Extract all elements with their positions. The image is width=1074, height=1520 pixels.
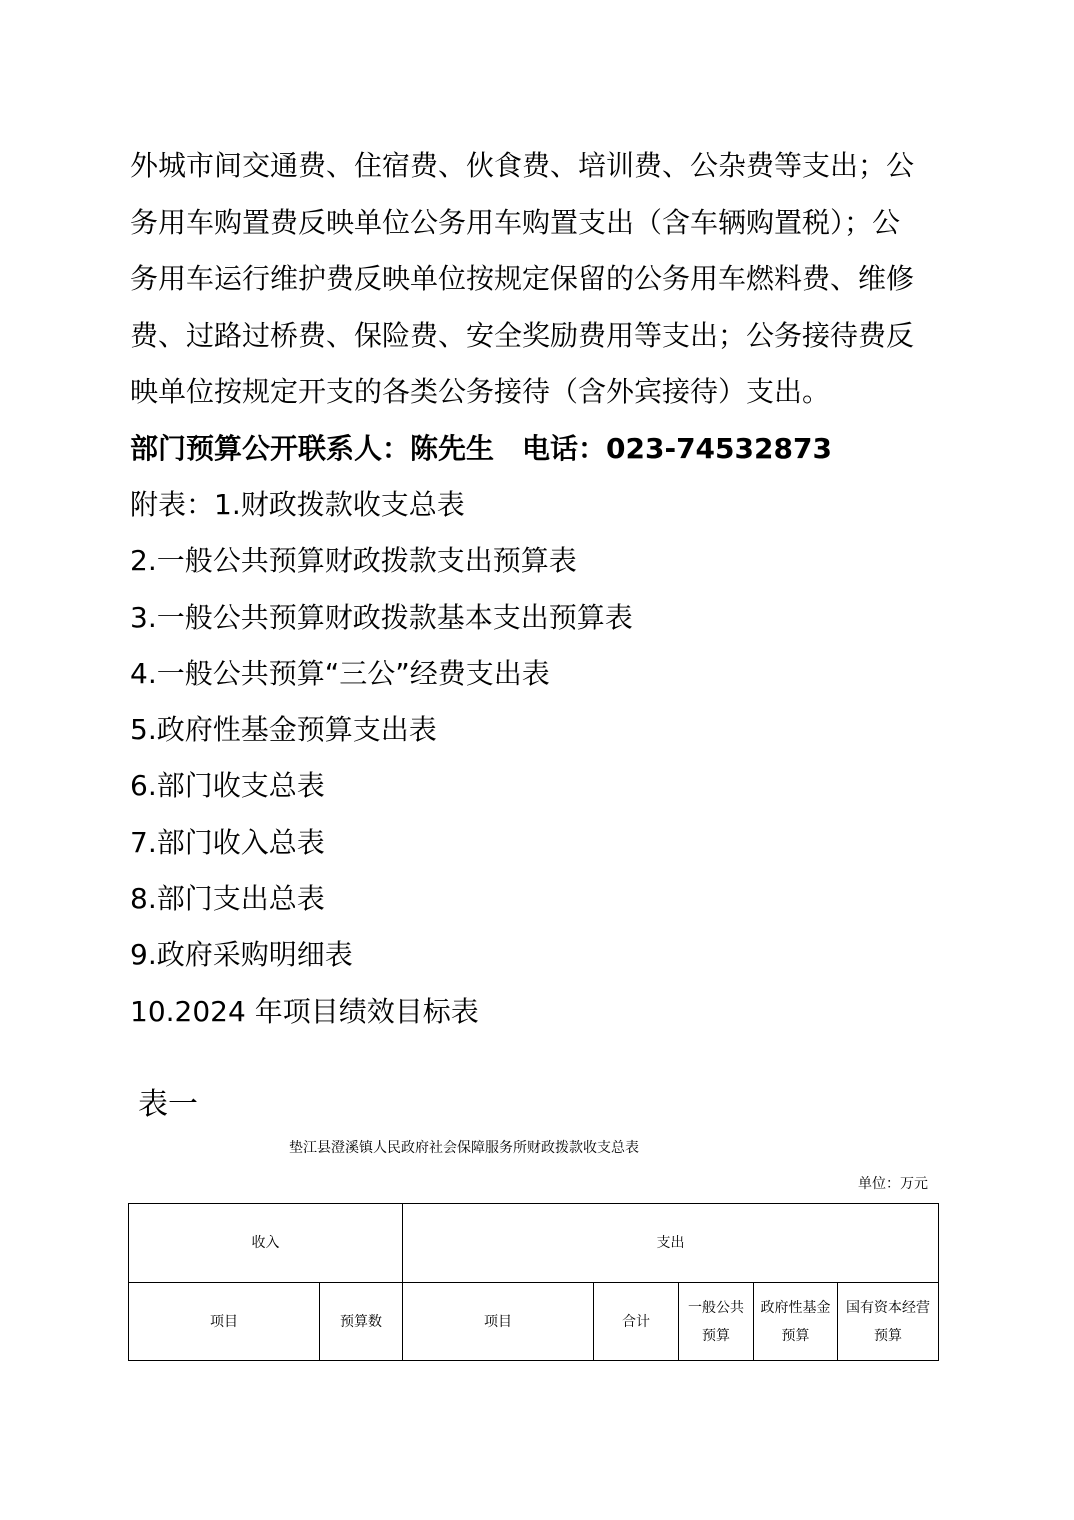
budget-table bbox=[128, 1203, 939, 1361]
appendix-item: 4.一般公共预算“三公”经费支出表 bbox=[130, 656, 550, 690]
appendix-item: 6.部门收支总表 bbox=[130, 769, 325, 803]
paragraph-line: 务用车运行维护费反映单位按规定保留的公务用车燃料费、维修 bbox=[130, 262, 915, 295]
appendix-item: 7.部门收入总表 bbox=[130, 825, 325, 859]
contact-line: 部门预算公开联系人：陈先生 电话：023-74532873 bbox=[130, 431, 832, 465]
paragraph-line: 外城市间交通费、住宿费、伙食费、培训费、公杂费等支出；公 bbox=[130, 149, 915, 182]
column-header: 项目 bbox=[403, 1283, 594, 1361]
appendix-item: 2.一般公共预算财政拨款支出预算表 bbox=[130, 544, 577, 578]
column-header: 国有资本经营预算 bbox=[838, 1283, 939, 1361]
appendix-item: 3.一般公共预算财政拨款基本支出预算表 bbox=[130, 600, 633, 634]
paragraph-line: 费、过路过桥费、保险费、安全奖励费用等支出；公务接待费反 bbox=[130, 318, 915, 352]
column-header: 政府性基金预算 bbox=[754, 1283, 838, 1361]
body-text bbox=[130, 138, 950, 1040]
appendix-item: 9.政府采购明细表 bbox=[130, 938, 353, 972]
unit-label: 单位：万元 bbox=[858, 1176, 928, 1192]
explanation-paragraph bbox=[130, 138, 950, 421]
appendix-item: 5.政府性基金预算支出表 bbox=[130, 713, 437, 747]
column-header: 预算数 bbox=[320, 1283, 403, 1361]
table-label: 表一 bbox=[138, 1087, 198, 1122]
column-header: 合计 bbox=[594, 1283, 679, 1361]
appendix-item: 8.部门支出总表 bbox=[130, 882, 325, 916]
income-header: 收入 bbox=[129, 1204, 403, 1283]
paragraph-line: 务用车购置费反映单位公务用车购置支出（含车辆购置税）；公 bbox=[130, 205, 901, 239]
appendix-item: 附表：1.财政拨款收支总表 bbox=[130, 488, 465, 521]
table-subheader-row bbox=[129, 1283, 939, 1361]
column-header: 项目 bbox=[129, 1283, 320, 1361]
appendix-list bbox=[130, 477, 950, 1040]
table-header-row bbox=[129, 1204, 939, 1283]
expense-header: 支出 bbox=[403, 1204, 939, 1283]
paragraph-line: 映单位按规定开支的各类公务接待（含外宾接待）支出。 bbox=[130, 375, 831, 408]
table-title: 垫江县澄溪镇人民政府社会保障服务所财政拨款收支总表 bbox=[289, 1140, 639, 1156]
column-header: 一般公共预算 bbox=[679, 1283, 754, 1361]
appendix-item: 10.2024 年项目绩效目标表 bbox=[130, 994, 479, 1028]
